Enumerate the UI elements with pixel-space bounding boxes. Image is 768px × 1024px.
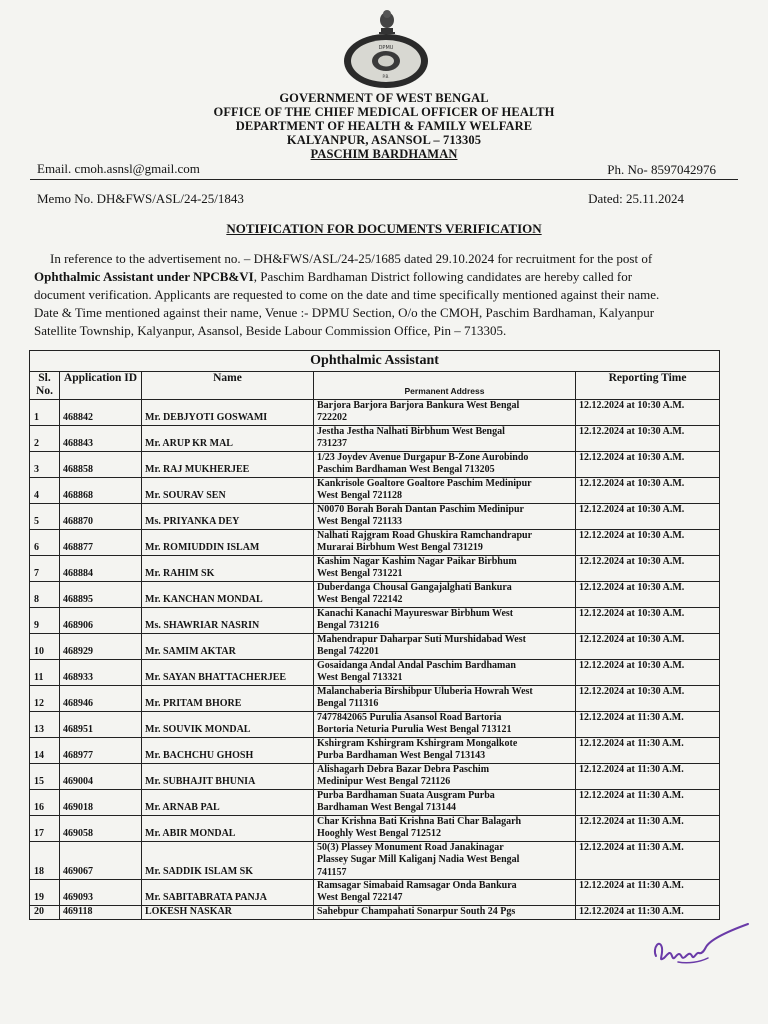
cell-application-id: 469004 [60, 764, 142, 790]
cell-name: Mr. BACHCHU GHOSH [142, 738, 314, 764]
address-line: Purba Bardhaman Suata Ausgram Purba [317, 790, 495, 801]
address-line: Purba Bardhaman West Bengal 713143 [317, 750, 486, 762]
cell-address [314, 906, 576, 920]
address-line: Bengal 742201 [317, 646, 379, 658]
table-row [30, 556, 720, 582]
cell-sl: 14 [30, 738, 60, 764]
col-header-sl: Sl. No. [30, 372, 60, 400]
cell-name: Mr. PRITAM BHORE [142, 686, 314, 712]
address-line: 50(3) Plassey Monument Road Janakinagar [317, 842, 504, 853]
svg-text:P.B.: P.B. [382, 74, 390, 79]
address-line: Medinipur West Bengal 721126 [317, 776, 451, 788]
address-line: N0070 Borah Borah Dantan Paschim Medinipur [317, 504, 524, 515]
cell-reporting-time: 12.12.2024 at 11:30 A.M. [576, 764, 720, 790]
cell-name: Mr. KANCHAN MONDAL [142, 582, 314, 608]
cell-reporting-time: 12.12.2024 at 10:30 A.M. [576, 400, 720, 426]
address-line: Kshirgram Kshirgram Kshirgram Mongalkote [317, 738, 518, 749]
address-line: Kankrisole Goaltore Goaltore Paschim Medinipur [317, 478, 532, 489]
cell-name: Mr. DEBJYOTI GOSWAMI [142, 400, 314, 426]
cell-sl: 3 [30, 452, 60, 478]
table-row [30, 906, 720, 920]
table-header-row [30, 372, 720, 400]
table-row [30, 400, 720, 426]
table-row [30, 634, 720, 660]
cell-sl: 1 [30, 400, 60, 426]
paragraph-line: Satellite Township, Kalyanpur, Asansol, Beside Labour Commission Office, Pin – 713305. [34, 323, 507, 338]
address-line: Kashim Nagar Kashim Nagar Paikar Birbhum [317, 556, 517, 567]
table-row [30, 842, 720, 880]
address-line: Bengal 711316 [317, 698, 379, 710]
cell-address [314, 608, 576, 634]
table-row [30, 880, 720, 906]
cell-name: Ms. PRIYANKA DEY [142, 504, 314, 530]
cell-name: Mr. SAMIM AKTAR [142, 634, 314, 660]
address-line: Plassey Sugar Mill Kaliganj Nadia West Bengal [317, 854, 520, 866]
cell-sl: 10 [30, 634, 60, 660]
table-row [30, 816, 720, 842]
cell-reporting-time: 12.12.2024 at 10:30 A.M. [576, 426, 720, 452]
cell-name: Mr. SOURAV SEN [142, 478, 314, 504]
cell-sl: 5 [30, 504, 60, 530]
address-line: Hooghly West Bengal 712512 [317, 828, 441, 840]
address-line: Bortoria Neturia Purulia West Bengal 713121 [317, 724, 512, 736]
address-line: West Bengal 721133 [317, 516, 403, 528]
cell-application-id: 468933 [60, 660, 142, 686]
table-row [30, 608, 720, 634]
cell-application-id: 468858 [60, 452, 142, 478]
cell-reporting-time: 12.12.2024 at 10:30 A.M. [576, 530, 720, 556]
header-department: DEPARTMENT OF HEALTH & FAMILY WELFARE [235, 119, 533, 133]
table-title: Ophthalmic Assistant [30, 351, 720, 372]
candidates-table-wrapper [29, 350, 719, 920]
cell-name: Mr. ABIR MONDAL [142, 816, 314, 842]
cell-sl: 18 [30, 842, 60, 880]
cell-application-id: 469018 [60, 790, 142, 816]
cell-sl: 19 [30, 880, 60, 906]
cell-address [314, 634, 576, 660]
paragraph-line [34, 268, 730, 286]
cell-reporting-time: 12.12.2024 at 11:30 A.M. [576, 790, 720, 816]
cell-sl: 11 [30, 660, 60, 686]
cell-reporting-time: 12.12.2024 at 11:30 A.M. [576, 738, 720, 764]
candidates-table [29, 350, 720, 920]
header-district: PASCHIM BARDHAMAN [310, 147, 458, 161]
cell-address [314, 530, 576, 556]
address-line: Jestha Jestha Nalhati Birbhum West Bengal [317, 426, 505, 437]
cell-sl: 12 [30, 686, 60, 712]
cell-reporting-time: 12.12.2024 at 11:30 A.M. [576, 906, 720, 920]
table-row [30, 530, 720, 556]
address-line: Murarai Birbhum West Bengal 731219 [317, 542, 483, 554]
header-divider [30, 179, 738, 180]
notification-paragraph [34, 250, 730, 340]
table-row [30, 426, 720, 452]
paragraph-text: , Paschim Bardhaman District following candidates are hereby called for [253, 269, 633, 284]
header-office: OFFICE OF THE CHIEF MEDICAL OFFICER OF HEALTH [213, 105, 555, 119]
address-line: West Bengal 713321 [317, 672, 403, 684]
table-row [30, 452, 720, 478]
cell-address [314, 686, 576, 712]
cell-sl: 4 [30, 478, 60, 504]
address-line: 722202 [317, 412, 347, 424]
cell-address [314, 738, 576, 764]
cell-name: Mr. ARUP KR MAL [142, 426, 314, 452]
cell-address [314, 400, 576, 426]
address-line: Duberdanga Chousal Gangajalghati Bankura [317, 582, 512, 593]
cell-sl: 7 [30, 556, 60, 582]
cell-address [314, 764, 576, 790]
post-name: Ophthalmic Assistant under NPCB&VI [34, 269, 254, 284]
cell-name: Mr. ARNAB PAL [142, 790, 314, 816]
office-seal-icon [343, 33, 429, 89]
address-line: Nalhati Rajgram Road Ghuskira Ramchandrapur [317, 530, 533, 541]
cell-address [314, 504, 576, 530]
email-text: Email. cmoh.asnsl@gmail.com [37, 161, 200, 176]
cell-application-id: 469058 [60, 816, 142, 842]
cell-reporting-time: 12.12.2024 at 10:30 A.M. [576, 660, 720, 686]
table-row [30, 764, 720, 790]
address-line: Sahebpur Champahati Sonarpur South 24 Pgs [317, 906, 516, 917]
cell-reporting-time: 12.12.2024 at 10:30 A.M. [576, 608, 720, 634]
cell-application-id: 469093 [60, 880, 142, 906]
cell-address [314, 790, 576, 816]
cell-application-id: 468929 [60, 634, 142, 660]
paragraph-line: In reference to the advertisement no. – DH&FWS/ASL/24-25/1685 dated 29.10.2024 for recruitment for the post of [50, 251, 653, 266]
table-row [30, 712, 720, 738]
cell-reporting-time: 12.12.2024 at 10:30 A.M. [576, 504, 720, 530]
cell-application-id: 469118 [60, 906, 142, 920]
table-row [30, 686, 720, 712]
cell-sl: 6 [30, 530, 60, 556]
cell-application-id: 468906 [60, 608, 142, 634]
address-line: 1/23 Joydev Avenue Durgapur B-Zone Aurobindo [317, 452, 529, 463]
cell-reporting-time: 12.12.2024 at 10:30 A.M. [576, 582, 720, 608]
memo-date: Dated: 25.11.2024 [588, 191, 684, 206]
address-line: Alishagarh Debra Bazar Debra Paschim [317, 764, 490, 775]
cell-sl: 13 [30, 712, 60, 738]
table-row [30, 790, 720, 816]
col-header-application-id: Application ID [60, 372, 142, 400]
address-line: Char Krishna Bati Krishna Bati Char Balagarh [317, 816, 522, 827]
cell-application-id: 468946 [60, 686, 142, 712]
col-header-address: Permanent Address [314, 372, 576, 400]
header-government: GOVERNMENT OF WEST BENGAL [279, 91, 489, 105]
cell-name: Mr. RAJ MUKHERJEE [142, 452, 314, 478]
address-line: 731237 [317, 438, 347, 450]
address-line: Mahendrapur Daharpar Suti Murshidabad West [317, 634, 526, 645]
cell-address [314, 426, 576, 452]
paragraph-line: document verification. Applicants are requested to come on the date and time specifically mentioned against their name. [34, 287, 660, 302]
cell-name: LOKESH NASKAR [142, 906, 314, 920]
paragraph-line: Date & Time mentioned against their name, Venue :- DPMU Section, O/o the CMOH, Paschim Bardhaman, Kalyanpur [34, 305, 655, 320]
cell-name: Mr. SABITABRATA PANJA [142, 880, 314, 906]
cell-application-id: 468877 [60, 530, 142, 556]
cell-reporting-time: 12.12.2024 at 11:30 A.M. [576, 880, 720, 906]
address-line: Bengal 731216 [317, 620, 379, 632]
address-line: West Bengal 722147 [317, 892, 403, 904]
cell-sl: 9 [30, 608, 60, 634]
cell-application-id: 468842 [60, 400, 142, 426]
table-row [30, 504, 720, 530]
cell-reporting-time: 12.12.2024 at 10:30 A.M. [576, 634, 720, 660]
cell-address [314, 582, 576, 608]
cell-reporting-time: 12.12.2024 at 10:30 A.M. [576, 556, 720, 582]
table-row [30, 478, 720, 504]
cell-name: Mr. SADDIK ISLAM SK [142, 842, 314, 880]
address-line: Barjora Barjora Barjora Bankura West Bengal [317, 400, 520, 411]
cell-application-id: 468884 [60, 556, 142, 582]
address-line: 741157 [317, 866, 347, 878]
table-title-row [30, 351, 720, 372]
cell-address [314, 880, 576, 906]
table-row [30, 582, 720, 608]
cell-sl: 20 [30, 906, 60, 920]
cell-address [314, 556, 576, 582]
cell-name: Ms. SHAWRIAR NASRIN [142, 608, 314, 634]
cell-reporting-time: 12.12.2024 at 11:30 A.M. [576, 842, 720, 880]
cell-address [314, 842, 576, 880]
cell-address [314, 816, 576, 842]
cell-address [314, 660, 576, 686]
address-line: West Bengal 721128 [317, 490, 403, 502]
col-header-reporting-time: Reporting Time [576, 372, 720, 400]
cell-application-id: 468868 [60, 478, 142, 504]
cell-reporting-time: 12.12.2024 at 11:30 A.M. [576, 816, 720, 842]
cell-sl: 17 [30, 816, 60, 842]
cell-name: Mr. RAHIM SK [142, 556, 314, 582]
address-line: Paschim Bardhaman West Bengal 713205 [317, 464, 495, 476]
cell-name: Mr. SOUVIK MONDAL [142, 712, 314, 738]
cell-reporting-time: 12.12.2024 at 10:30 A.M. [576, 478, 720, 504]
table-row [30, 660, 720, 686]
cell-reporting-time: 12.12.2024 at 10:30 A.M. [576, 686, 720, 712]
svg-text:DPMU: DPMU [378, 45, 394, 51]
address-line: Malanchaberia Birshibpur Uluberia Howrah West [317, 686, 533, 697]
header-address: KALYANPUR, ASANSOL – 713305 [286, 133, 482, 147]
cell-sl: 15 [30, 764, 60, 790]
cell-sl: 16 [30, 790, 60, 816]
col-header-name: Name [142, 372, 314, 400]
table-body [30, 400, 720, 920]
notification-title: NOTIFICATION FOR DOCUMENTS VERIFICATION [226, 221, 542, 236]
cell-application-id: 468951 [60, 712, 142, 738]
address-line: Bardhaman West Bengal 713144 [317, 802, 456, 814]
address-line: West Bengal 722142 [317, 594, 403, 606]
cell-sl: 2 [30, 426, 60, 452]
address-line: 7477842065 Purulia Asansol Road Bartoria [317, 712, 502, 723]
cell-address [314, 478, 576, 504]
cell-application-id: 468977 [60, 738, 142, 764]
cell-application-id: 469067 [60, 842, 142, 880]
phone-text: Ph. No- 8597042976 [607, 162, 716, 177]
table-row [30, 738, 720, 764]
cell-address [314, 452, 576, 478]
cell-reporting-time: 12.12.2024 at 11:30 A.M. [576, 712, 720, 738]
cell-name: Mr. ROMIUDDIN ISLAM [142, 530, 314, 556]
memo-number: Memo No. DH&FWS/ASL/24-25/1843 [37, 191, 244, 206]
address-line: West Bengal 731221 [317, 568, 403, 580]
address-line: Ramsagar Simabaid Ramsagar Onda Bankura [317, 880, 517, 891]
state-emblem-icon [372, 6, 402, 36]
signature-icon [648, 918, 758, 978]
cell-name: Mr. SUBHAJIT BHUNIA [142, 764, 314, 790]
cell-sl: 8 [30, 582, 60, 608]
cell-application-id: 468895 [60, 582, 142, 608]
cell-name: Mr. SAYAN BHATTACHERJEE [142, 660, 314, 686]
cell-address [314, 712, 576, 738]
address-line: Kanachi Kanachi Mayureswar Birbhum West [317, 608, 514, 619]
cell-reporting-time: 12.12.2024 at 10:30 A.M. [576, 452, 720, 478]
cell-application-id: 468843 [60, 426, 142, 452]
address-line: Gosaidanga Andal Andal Paschim Bardhaman [317, 660, 516, 671]
cell-application-id: 468870 [60, 504, 142, 530]
